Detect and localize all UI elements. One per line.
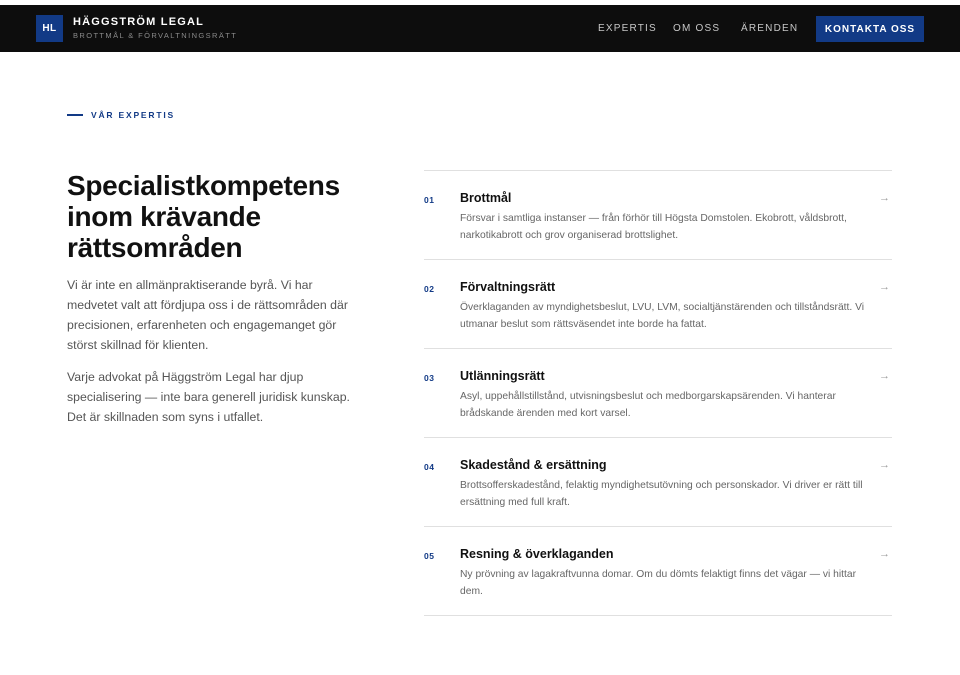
item-number: 04 xyxy=(424,462,435,472)
practice-area-item[interactable] xyxy=(424,527,892,616)
nav-link-expertis[interactable]: EXPERTIS xyxy=(598,23,657,34)
arrow-right-icon[interactable]: → xyxy=(879,281,890,293)
item-description: Ny prövning av lagakraftvunna domar. Om du dömts felaktigt finns det vägar — vi hittar dem. xyxy=(460,569,857,597)
item-description: Överklaganden av myndighetsbeslut, LVU, LVM, socialtjänstärenden och tillståndsrätt. Vi utmanar beslut som rättsväsendet inte borde ha fattat. xyxy=(460,302,865,330)
brand[interactable] xyxy=(73,16,237,40)
section-eyebrow xyxy=(67,110,175,120)
logo-mark[interactable]: HL xyxy=(36,15,63,42)
practice-area-item[interactable] xyxy=(424,171,892,260)
practice-areas-list xyxy=(424,170,892,616)
navbar xyxy=(0,5,960,52)
item-description: Asyl, uppehållstillstånd, utvisningsbeslut och medborgarskapsärenden. Vi hanterar brådskande ärenden med kort varsel. xyxy=(460,391,836,419)
item-title: Förvaltningsrätt xyxy=(460,280,556,294)
brand-name: HÄGGSTRÖM LEGAL xyxy=(73,16,205,28)
eyebrow-label: VÅR EXPERTIS xyxy=(91,110,175,120)
eyebrow-line xyxy=(67,114,83,116)
section-heading: Specialistkompetens inom krävande rättsområden xyxy=(67,170,340,263)
nav-link-om-oss[interactable]: OM OSS xyxy=(673,23,721,34)
nav-link-arenden[interactable]: ÄRENDEN xyxy=(741,23,799,34)
arrow-right-icon[interactable]: → xyxy=(879,370,890,382)
arrow-right-icon[interactable]: → xyxy=(879,192,890,204)
item-number: 05 xyxy=(424,551,435,561)
item-title: Brottmål xyxy=(460,191,512,205)
intro-paragraph: Vi är inte en allmänpraktiserande byrå. Vi har medvetet valt att fördjupa oss i de rättsområden där precisionen, erfarenheten och engagemanget gör störst skillnad för klienten. xyxy=(67,278,348,352)
practice-area-item[interactable] xyxy=(424,438,892,527)
item-description: Försvar i samtliga instanser — från förhör till Högsta Domstolen. Ekobrott, våldsbrott, narkotikabrott och grov organiserad brottslighet. xyxy=(460,213,847,241)
item-number: 02 xyxy=(424,284,435,294)
contact-button[interactable]: KONTAKTA OSS xyxy=(816,16,924,42)
practice-area-item[interactable] xyxy=(424,260,892,349)
item-title: Resning & överklaganden xyxy=(460,547,614,561)
arrow-right-icon[interactable]: → xyxy=(879,459,890,471)
item-number: 03 xyxy=(424,373,435,383)
arrow-right-icon[interactable]: → xyxy=(879,548,890,560)
brand-tagline: BROTTMÅL & FÖRVALTNINGSRÄTT xyxy=(73,31,238,40)
item-number: 01 xyxy=(424,195,435,205)
item-title: Skadestånd & ersättning xyxy=(460,458,607,472)
item-title: Utlänningsrätt xyxy=(460,369,545,383)
item-description: Brottsofferskadestånd, felaktig myndighetsutövning och personskador. Vi driver er rätt till ersättning med full kraft. xyxy=(460,480,863,508)
intro-paragraph-2: Varje advokat på Häggström Legal har djup specialisering — inte bara generell juridisk kunskap. Det är skillnaden som syns i utfallet. xyxy=(67,370,350,424)
practice-area-item[interactable] xyxy=(424,349,892,438)
